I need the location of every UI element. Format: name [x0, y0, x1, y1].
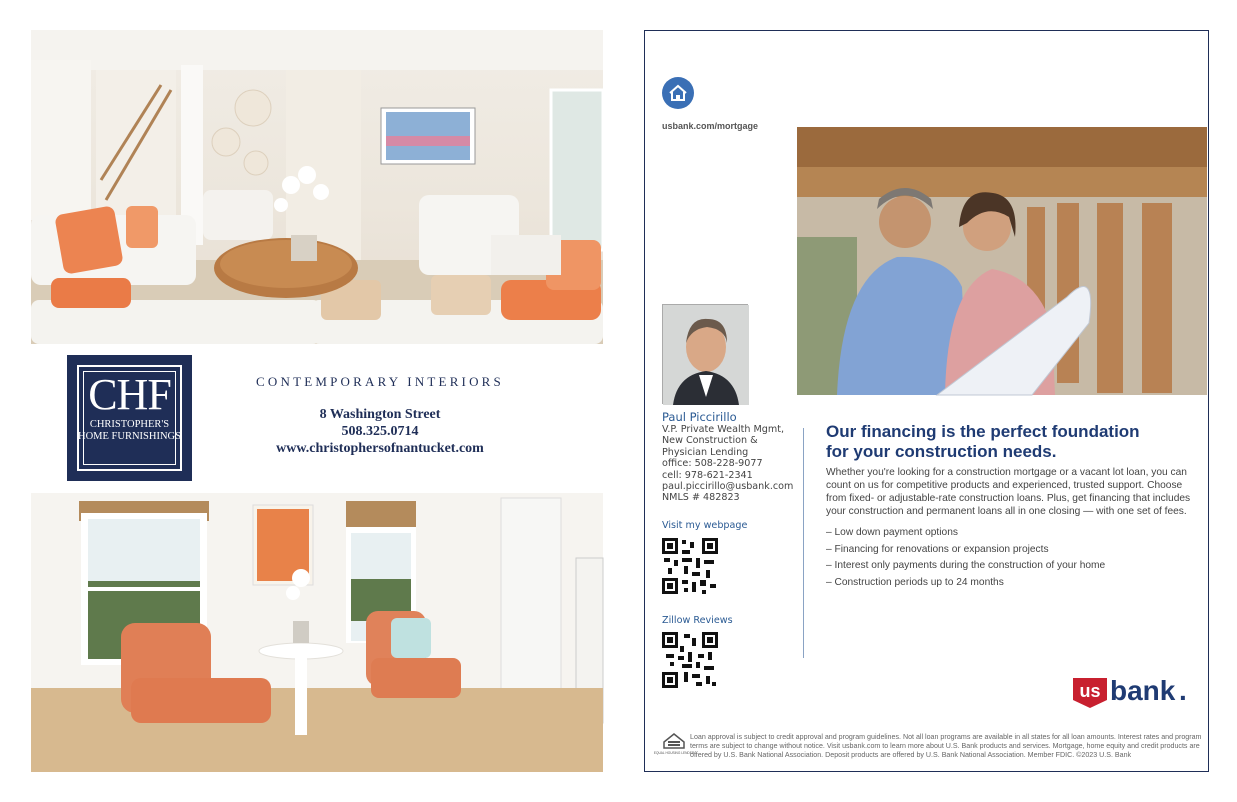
headline: Our financing is the perfect foundation for your construction needs.: [826, 422, 1140, 461]
webpage-qr-code[interactable]: [662, 538, 718, 594]
advisor-email[interactable]: paul.piccirillo@usbank.com: [662, 481, 794, 493]
advisor-headshot: [662, 304, 748, 404]
visit-webpage-link[interactable]: Visit my webpage: [662, 520, 748, 531]
svg-text:.: .: [1179, 675, 1187, 706]
advisor-name: Paul Piccirillo: [662, 410, 737, 424]
svg-text:us: us: [1079, 681, 1101, 701]
bank-url[interactable]: usbank.com/mortgage: [662, 121, 759, 131]
legal-disclaimer: Loan approval is subject to credit approval and program guidelines. Not all loan programs are available in all states for all loan amounts. Interest rates and program terms are subject to change without notice. Visit usbank.com to learn more about U.S. Bank products and services. Mortgage, home equity and credit products are offered by U.S. Bank National Association. Deposit products are offered by U.S. Bank National Association. Member FDIC. ©2023 U.S. Bank: [690, 733, 1202, 759]
advisor-title: Physician Lending: [662, 446, 749, 458]
list-item: – Financing for renovations or expansion projects: [826, 543, 1049, 555]
chf-logo: [67, 355, 192, 481]
advisor-title: V.P. Private Wealth Mgmt,: [662, 424, 785, 435]
store-phone: 508.325.0714: [341, 424, 419, 439]
body-text: Whether you're looking for a construction mortgage or a vacant lot loan, you can count on us for competitive products and experienced, trusted support. Choose from fixed- or adjustable-rate construction loans. Plus, get financing that includes your construction and permanent loans all in one closing — with one set of fees.: [826, 467, 1191, 517]
home-icon[interactable]: [662, 77, 694, 109]
logo-monogram: CHF: [88, 370, 171, 419]
sitting-room-photo: [31, 493, 603, 772]
equal-housing-lender-icon: [653, 732, 695, 760]
advisor-cell-phone[interactable]: cell: 978-621-2341: [662, 469, 753, 481]
feature-list: [826, 525, 1196, 591]
svg-text:bank: bank: [1110, 675, 1176, 706]
list-item: – Low down payment options: [826, 527, 958, 538]
vertical-divider: [803, 428, 804, 658]
advisor-nmls: NMLS # 482823: [662, 492, 740, 504]
us-bank-logo: [1073, 676, 1191, 708]
living-room-photo: [31, 30, 603, 344]
store-website[interactable]: www.christophersofnantucket.com: [276, 441, 484, 456]
zillow-qr-code[interactable]: [662, 632, 718, 688]
store-address: 8 Washington Street: [319, 407, 441, 422]
advisor-contact: [662, 410, 802, 504]
zillow-reviews-link[interactable]: Zillow Reviews: [662, 615, 733, 626]
list-item: – Construction periods up to 24 months: [826, 576, 1004, 588]
svg-text:EQUAL HOUSING LENDER: EQUAL HOUSING LENDER: [653, 751, 695, 755]
advisor-title: New Construction &: [662, 435, 758, 447]
us-bank-ad: [644, 30, 1209, 772]
advisor-office-phone[interactable]: office: 508-228-9077: [662, 458, 763, 470]
couple-photo: [797, 127, 1207, 395]
tagline: CONTEMPORARY INTERIORS: [256, 374, 504, 389]
list-item: – Interest only payments during the construction of your home: [826, 560, 1106, 571]
logo-name: CHRISTOPHER'S HOME FURNISHINGS: [78, 419, 181, 442]
